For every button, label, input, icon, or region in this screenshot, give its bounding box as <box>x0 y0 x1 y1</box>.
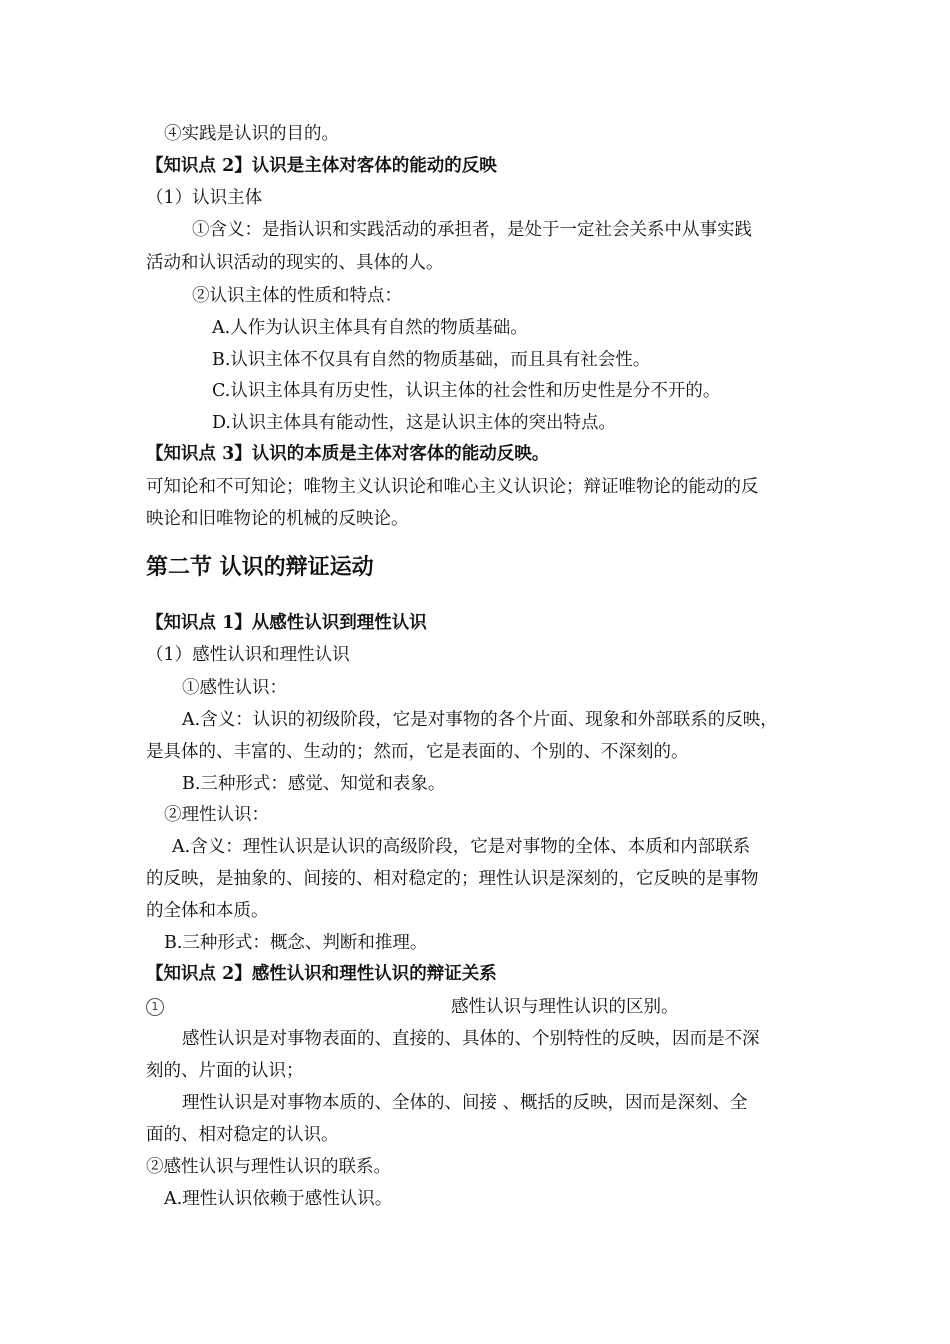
paragraph-line: 映论和旧唯物论的机械的反映论。 <box>146 509 409 529</box>
paragraph-line: A.含义：理性认识是认识的高级阶段，它是对事物的全体、本质和内部联系 <box>172 837 751 857</box>
paragraph-line: ②理性认识： <box>164 805 269 825</box>
knowledge-point-heading: 【知识点 2】认识是主体对客体的能动的反映 <box>146 156 497 176</box>
paragraph-line: 是具体的、丰富的、生动的；然而，它是表面的、个别的、不深刻的。 <box>146 742 689 762</box>
paragraph-line: 感性认识与理性认识的区别。 <box>451 997 679 1017</box>
paragraph-line: （1）感性认识和理性认识 <box>146 645 350 665</box>
knowledge-point-heading: 【知识点 1】从感性认识到理性认识 <box>146 613 427 633</box>
knowledge-point-heading: 【知识点 3】认识的本质是主体对客体的能动反映。 <box>146 444 550 464</box>
paragraph-line: ②认识主体的性质和特点： <box>192 286 402 306</box>
paragraph-line: 刻的、片面的认识； <box>146 1061 304 1081</box>
paragraph-line: B.三种形式：概念、判断和推理。 <box>164 933 428 953</box>
paragraph-line: 的全体和本质。 <box>146 901 269 921</box>
section-heading: 第二节 认识的辩证运动 <box>146 555 374 580</box>
paragraph-line: 的反映，是抽象的、间接的、相对稳定的；理性认识是深刻的，它反映的是事物 <box>146 869 759 889</box>
paragraph-line: 理性认识是对事物本质的、全体的、间接 、概括的反映，因而是深刻、全 <box>182 1093 748 1113</box>
paragraph-line: A.理性认识依赖于感性认识。 <box>164 1189 393 1209</box>
paragraph-line: 面的、相对稳定的认识。 <box>146 1125 339 1145</box>
list-item: C.认识主体具有历史性，认识主体的社会性和历史性是分不开的。 <box>212 381 721 401</box>
list-item: A.人作为认识主体具有自然的物质基础。 <box>212 318 528 338</box>
paragraph-line: B.三种形式：感觉、知觉和表象。 <box>182 774 446 794</box>
knowledge-point-heading: 【知识点 2】感性认识和理性认识的辩证关系 <box>146 964 497 984</box>
paragraph-line: ①感性认识： <box>182 678 287 698</box>
paragraph-line: （1）认识主体 <box>146 188 263 208</box>
paragraph-line: ①含义：是指认识和实践活动的承担者，是处于一定社会关系中从事实践 <box>192 220 752 240</box>
paragraph-line: 活动和认识活动的现实的、具体的人。 <box>146 253 444 273</box>
paragraph-line: ④实践是认识的目的。 <box>164 124 339 144</box>
circled-number-marker: 1 <box>146 998 164 1016</box>
paragraph-line: 可知论和不可知论；唯物主义认识论和唯心主义认识论；辩证唯物论的能动的反 <box>146 477 759 497</box>
paragraph-line: A.含义：认识的初级阶段，它是对事物的各个片面、现象和外部联系的反映， <box>182 710 778 730</box>
paragraph-line: 感性认识是对事物表面的、直接的、具体的、个别特性的反映，因而是不深 <box>182 1029 760 1049</box>
paragraph-line: ②感性认识与理性认识的联系。 <box>146 1157 391 1177</box>
list-item: D.认识主体具有能动性，这是认识主体的突出特点。 <box>212 413 616 433</box>
list-item: B.认识主体不仅具有自然的物质基础，而且具有社会性。 <box>212 350 651 370</box>
